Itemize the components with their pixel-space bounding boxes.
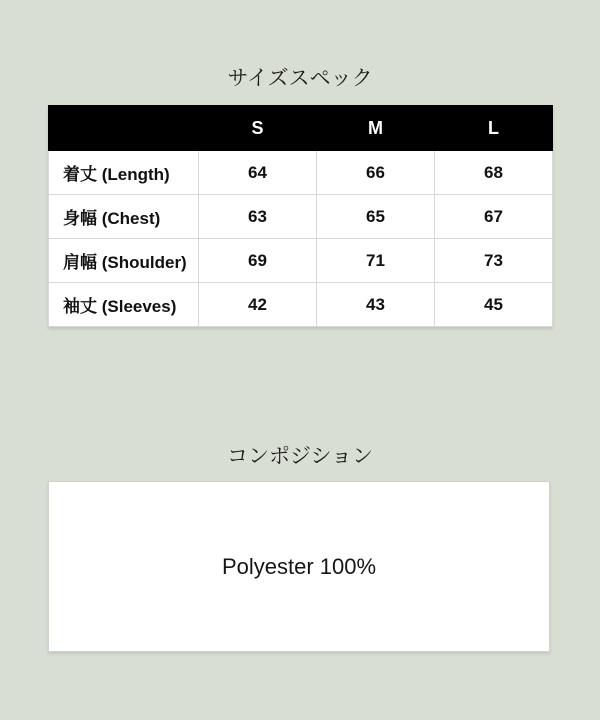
cell-length-s: 64 <box>199 151 317 195</box>
composition-title: コンポジション <box>226 445 374 468</box>
header-size-s: S <box>199 106 317 151</box>
row-label-shoulder: 肩幅 (Shoulder) <box>49 239 199 283</box>
row-label-sleeves: 袖丈 (Sleeves) <box>49 283 199 327</box>
cell-sleeves-s: 42 <box>199 283 317 327</box>
cell-shoulder-l: 73 <box>435 239 553 283</box>
row-label-length: 着丈 (Length) <box>49 151 199 195</box>
size-table-header-row <box>49 106 553 151</box>
row-label-chest: 身幅 (Chest) <box>49 195 199 239</box>
cell-length-m: 66 <box>317 151 435 195</box>
cell-shoulder-s: 69 <box>199 239 317 283</box>
composition-box <box>48 481 550 652</box>
size-spec-table <box>48 105 553 327</box>
cell-length-l: 68 <box>435 151 553 195</box>
size-spec-title: サイズスペック <box>227 67 373 90</box>
table-row-chest <box>49 195 553 239</box>
table-row-shoulder <box>49 239 553 283</box>
table-row-sleeves <box>49 283 553 327</box>
header-size-m: M <box>317 106 435 151</box>
cell-chest-l: 67 <box>435 195 553 239</box>
table-row-length <box>49 151 553 195</box>
cell-sleeves-l: 45 <box>435 283 553 327</box>
cell-shoulder-m: 71 <box>317 239 435 283</box>
cell-chest-m: 65 <box>317 195 435 239</box>
cell-sleeves-m: 43 <box>317 283 435 327</box>
header-size-l: L <box>435 106 553 151</box>
header-empty-cell <box>49 106 199 151</box>
composition-text: Polyester 100% <box>221 553 377 579</box>
cell-chest-s: 63 <box>199 195 317 239</box>
